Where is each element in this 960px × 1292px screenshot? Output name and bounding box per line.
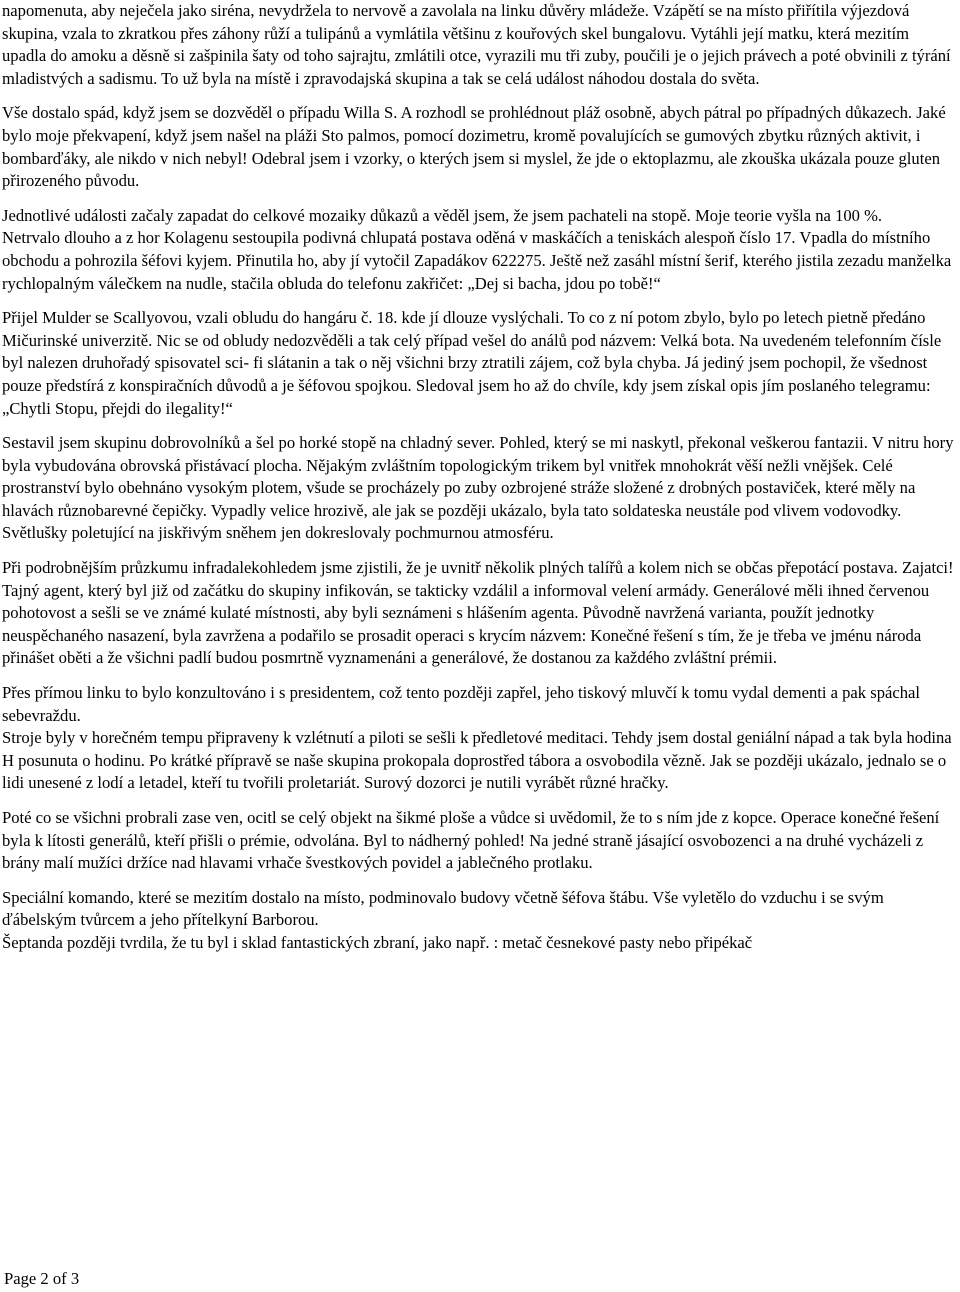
paragraph: Při podrobnějším průzkumu infradalekohledem jsme zjistili, že je uvnitř několik plných talířů a kolem nich se občas přepotácí postava. Zajatci! bbox=[2, 558, 954, 578]
paragraph: Sestavil jsem skupinu dobrovolníků a šel po horké stopě na chladný sever. Pohled, který se mi naskytl, překonal veškerou fantazii. V nitru hory byla vybudována obrovská přistávací plocha. Nějakým zvláštním topologickým trikem byl vnitřek mnohokrát věší nežli vnějšek. Celé prostranství bylo obehnáno vysokým plotem, všude se procházely po zuby ozbrojené stráže složené z drobných postaviček, které měly na hlavách různobarevné čepičky. Vypadly velice hrozivě, ale jak se později ukázalo, byla tato soldateska neustále pod vlivem vodovodky. Světlušky poletující na jiskřivým sněhem jen dokreslovaly pochmurnou atmosféru. bbox=[2, 433, 954, 543]
paragraph: Šeptanda později tvrdila, že tu byl i sklad fantastických zbraní, jako např. : metač česnekové pasty nebo připékač bbox=[2, 932, 753, 952]
paragraph: Přes přímou linku to bylo konzultováno i s presidentem, což tento později zapřel, jeho tiskový mluvčí k tomu vydal dementi a pak spáchal sebevraždu. bbox=[2, 683, 920, 725]
paragraph: Stroje byly v horečném tempu připraveny k vzlétnutí a piloti se sešli k předletové meditaci. Tehdy jsem dostal geniální nápad a tak byla hodina H posunuta o hodinu. Po krátké přípravě se naše skupina prokopala doprostřed tábora a osvobodila vězně. Jak se později ukázalo, jednalo se o lidi unesené z lodí a letadel, kteří tu tvořili proletariát. Surový dozorci je nutili vyrábět různé hračky. bbox=[2, 728, 952, 793]
page-number: Page 2 of 3 bbox=[4, 1269, 80, 1288]
paragraph: napomenuta, aby neječela jako siréna, nevydržela to nervově a zavolala na linku důvěry mládeže. Vzápětí se na místo přiřítila výjezdová skupina, vzala to zkratkou přes záhony růží a tulipánů a vymlátila většinu z kouřových skel bungalovu. Vytáhli její matku, která mezitím upadla do amoku a děsně si zašpinila šaty od toho sajrajtu, zmlátili otce, vyrazili mu tři zuby, poučili je o jejich právech a poté obvinili z týrání mladistvých a sadismu. To už byla na místě i zpravodajská skupina a tak se celá událost náhodou dostala do světa. bbox=[2, 1, 951, 88]
paragraph: Speciální komando, které se mezitím dostalo na místo, podminovalo budovy včetně šéfova štábu. Vše vyletělo do vzduchu i se svým ďábelským tvůrcem a jeho přítelkyní Barborou. bbox=[2, 887, 884, 930]
paragraph: Přijel Mulder se Scallyovou, vzali obludu do hangáru č. 18. kde jí dlouze vyslýchali. To co z ní potom zbylo, bylo po letech pietně předáno Mičurinské univerzitě. Nic se od obludy nedozvěděli a tak celý případ vešel do análů pod názvem: Velká bota. Na uvedeném telefonním čísle byl nalezen druhořadý spisovatel sci- fi slátanin a tak o něj všichni brzy ztratili zájem, což byla chyba. Já jediný jsem pochopil, že všednost pouze předstírá z konspiračních důvodů a je šéfovou spojkou. Sledoval jsem ho až do chvíle, kdy jsem získal opis jím poslaného telegramu: „Chytli Stopu, přejdi do ilegality!“ bbox=[2, 308, 942, 418]
paragraph: Vše dostalo spád, když jsem se dozvěděl o případu Willa S. A rozhodl se prohlédnout pláž osobně, abych pátral po případných důkazech. Jaké bylo moje překvapení, když jsem našel na pláži Sto palmos, pomocí dozimetru, kromě povalujících se gumových zbytku různých aktivit, i bombarďáky, ale nikdo v nich nebyl! Odebral jsem i vzorky, o kterých jsem si myslel, že jde o ektoplazmu, ale zkouška ukázala pouze gluten přirozeného původu. bbox=[2, 103, 946, 191]
paragraph: Poté co se všichni probrali zase ven, ocitl se celý objekt na šikmé ploše a vůdce si uvědomil, že to s ním jde z kopce. Operace konečné řešení byla k lítosti generálů, kteří přišli o prémie, odvolána. Byl to nádherný pohled! Na jedné straně jásající osvobozenci a na druhé vycházeli z brány malí mužíci držíce nad hlavami vrhače švestkových povidel a jablečného protlaku. bbox=[2, 808, 940, 873]
paragraph: Jednotlivé události začaly zapadat do celkové mozaiky důkazů a věděl jsem, že jsem pachateli na stopě. Moje teorie vyšla na 100 %. bbox=[2, 205, 883, 225]
paragraph: Tajný agent, který byl již od začátku do skupiny infikován, se takticky vzdálil a informoval velení armády. Generálové měli ihned červenou pohotovost a sešli se ve známé kulaté místnosti, aby byli seznámeni s hlášením agenta. Původně navržená varianta, použít jednotky neuspěchaného nasazení, byla zavržena a podařilo se prosadit operaci s krycím názvem: Konečné řešení s tím, že je třeba ve jménu národa přinášet oběti a že všichni padlí budou posmrtně vyznamenáni a generálové, že dostanou za každého zvláštní prémii. bbox=[2, 580, 930, 668]
paragraph: Netrvalo dlouho a z hor Kolagenu sestoupila podivná chlupatá postava oděná v maskáčích a teniskách alespoň číslo 17. Vpadla do místního obchodu a pohrozila šéfovi kyjem. Přinutila ho, aby jí vytočil Zapadákov 622275. Ještě než zasáhl místní šerif, kterého jistila zezadu manželka rychlopalným válečkem na nudle, stačila obluda do telefonu zakřičet: „Dej si bacha, jdou po tobě!“ bbox=[2, 228, 952, 293]
